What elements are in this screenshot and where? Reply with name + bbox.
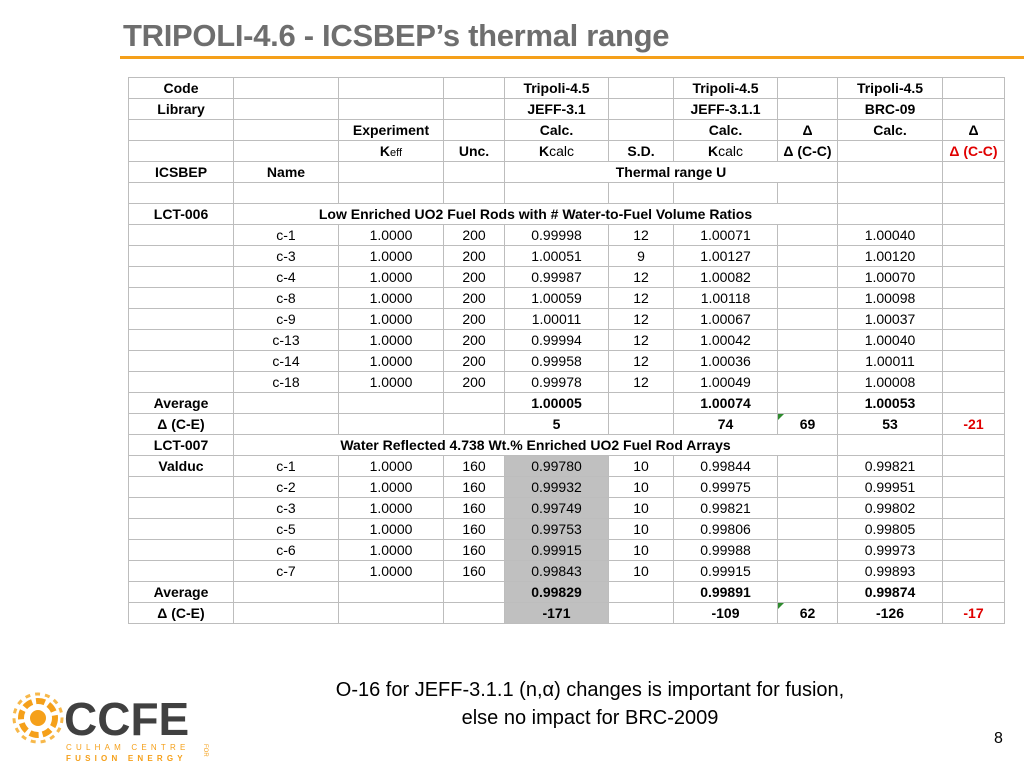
table-cell <box>778 372 838 393</box>
empty-cell <box>234 78 339 99</box>
table-cell <box>129 351 234 372</box>
table-cell: 1.00051 <box>505 246 609 267</box>
empty-cell <box>444 78 505 99</box>
icsbep-label: ICSBEP <box>129 162 234 183</box>
library-label: Library <box>129 99 234 120</box>
table-cell: 10 <box>609 477 674 498</box>
table-cell: 12 <box>609 372 674 393</box>
table-cell: 12 <box>609 330 674 351</box>
table-row <box>129 372 1005 393</box>
table-cell <box>943 435 1005 456</box>
code-label: Code <box>129 78 234 99</box>
table-cell: 160 <box>444 519 505 540</box>
table-cell <box>778 288 838 309</box>
table-cell: 0.99932 <box>505 477 609 498</box>
table-cell <box>609 393 674 414</box>
table-cell <box>129 288 234 309</box>
table-cell: 1.0000 <box>339 372 444 393</box>
unc-header: Unc. <box>444 141 505 162</box>
table-cell: c-6 <box>234 540 339 561</box>
table-row <box>129 477 1005 498</box>
logo-wordmark: CCFE <box>64 693 190 745</box>
table-cell: 160 <box>444 498 505 519</box>
group-title: Water Reflected 4.738 Wt.% Enriched UO2 Fuel Rod Arrays <box>234 435 838 456</box>
table-cell <box>129 498 234 519</box>
experiment-header: Experiment <box>339 120 444 141</box>
table-cell: 200 <box>444 309 505 330</box>
table-cell: 200 <box>444 246 505 267</box>
average-row <box>129 582 1005 603</box>
table-cell <box>943 582 1005 603</box>
table-cell: c-2 <box>234 477 339 498</box>
table-cell: 0.99978 <box>505 372 609 393</box>
group-code: LCT-007 <box>129 435 234 456</box>
table-cell <box>943 225 1005 246</box>
table-cell <box>838 435 943 456</box>
table-cell: 0.99958 <box>505 351 609 372</box>
table-cell: 0.99975 <box>674 477 778 498</box>
table-cell: c-5 <box>234 519 339 540</box>
empty-cell <box>234 120 339 141</box>
table-cell: 1.0000 <box>339 309 444 330</box>
spacer-row <box>129 183 1005 204</box>
footnote <box>240 676 940 732</box>
empty-cell <box>444 162 505 183</box>
table-row <box>129 330 1005 351</box>
table-row <box>129 288 1005 309</box>
footnote-line-1: O-16 for JEFF-3.1.1 (n,α) changes is important for fusion, <box>335 679 845 701</box>
table-cell: 0.99780 <box>505 456 609 477</box>
header-row-code <box>129 78 1005 99</box>
table-cell: 200 <box>444 288 505 309</box>
empty-cell <box>943 78 1005 99</box>
table-cell <box>234 582 339 603</box>
table-cell <box>943 246 1005 267</box>
table-cell: 0.99805 <box>838 519 943 540</box>
table-cell: 200 <box>444 225 505 246</box>
table-cell: 1.0000 <box>339 519 444 540</box>
table-cell <box>943 540 1005 561</box>
empty-cell <box>339 99 444 120</box>
table-cell: 1.00118 <box>674 288 778 309</box>
table-cell: 12 <box>609 351 674 372</box>
header-row-quantity <box>129 141 1005 162</box>
sd-header: S.D. <box>609 141 674 162</box>
empty-cell <box>943 162 1005 183</box>
table-cell: 1.00098 <box>838 288 943 309</box>
logo-subtitle-2: FUSION ENERGY <box>66 754 187 763</box>
table-cell: 0.99994 <box>505 330 609 351</box>
table-cell: 1.00008 <box>838 372 943 393</box>
logo-subtitle-1: CULHAM CENTRE <box>66 743 190 752</box>
empty-cell <box>339 183 444 204</box>
thermal-range-label: Thermal range U <box>505 162 838 183</box>
table-cell: 0.99973 <box>838 540 943 561</box>
delta-cc-value-a: 69 <box>778 414 838 435</box>
delta-row <box>129 414 1005 435</box>
empty-cell <box>129 141 234 162</box>
table-cell: 1.00070 <box>838 267 943 288</box>
table-cell: 1.00071 <box>674 225 778 246</box>
table-cell: 10 <box>609 456 674 477</box>
table-cell: 1.0000 <box>339 456 444 477</box>
table-cell: 0.99843 <box>505 561 609 582</box>
table-cell <box>778 246 838 267</box>
table-row <box>129 561 1005 582</box>
table-cell: 0.99844 <box>674 456 778 477</box>
library-col-2: JEFF-3.1.1 <box>674 99 778 120</box>
delta-cc-value-b: -17 <box>943 603 1005 624</box>
table-row <box>129 225 1005 246</box>
table-cell: 0.99806 <box>674 519 778 540</box>
table-cell <box>778 330 838 351</box>
average-value-2: 0.99891 <box>674 582 778 603</box>
empty-cell <box>778 183 838 204</box>
table-cell <box>444 414 505 435</box>
table-cell: 1.0000 <box>339 225 444 246</box>
empty-cell <box>943 183 1005 204</box>
delta-header-2: Δ <box>943 120 1005 141</box>
table-cell: 0.99821 <box>674 498 778 519</box>
table-cell <box>444 582 505 603</box>
delta-header-1: Δ <box>778 120 838 141</box>
table-cell: 12 <box>609 288 674 309</box>
average-value-3: 0.99874 <box>838 582 943 603</box>
table-cell: 1.0000 <box>339 288 444 309</box>
empty-cell <box>838 141 943 162</box>
table-cell: 10 <box>609 519 674 540</box>
table-cell <box>778 267 838 288</box>
ccfe-logo <box>10 688 210 764</box>
logo-for: FOR <box>202 744 208 757</box>
code-col-2: Tripoli-4.5 <box>674 78 778 99</box>
calc-header-3: Calc. <box>838 120 943 141</box>
delta-value-3: 53 <box>838 414 943 435</box>
table-cell <box>778 351 838 372</box>
empty-cell <box>609 78 674 99</box>
empty-cell <box>609 120 674 141</box>
delta-value-1: -171 <box>505 603 609 624</box>
table-cell: 1.0000 <box>339 540 444 561</box>
table-cell <box>943 498 1005 519</box>
table-cell: 0.99998 <box>505 225 609 246</box>
group-title: Low Enriched UO2 Fuel Rods with # Water-to-Fuel Volume Ratios <box>234 204 838 225</box>
table-cell: 1.00082 <box>674 267 778 288</box>
table-cell: 12 <box>609 267 674 288</box>
footnote-line-2: else no impact for BRC-2009 <box>461 707 719 729</box>
table-cell: 1.00067 <box>674 309 778 330</box>
table-cell: 1.0000 <box>339 498 444 519</box>
table-cell: c-4 <box>234 267 339 288</box>
group-title-row <box>129 435 1005 456</box>
table-cell: 0.99951 <box>838 477 943 498</box>
table-cell: c-3 <box>234 246 339 267</box>
name-label: Name <box>234 162 339 183</box>
empty-cell <box>444 120 505 141</box>
table-cell: c-1 <box>234 225 339 246</box>
average-label: Average <box>129 393 234 414</box>
table-cell: 0.99821 <box>838 456 943 477</box>
table-cell <box>838 204 943 225</box>
table-cell <box>129 246 234 267</box>
table-cell <box>943 477 1005 498</box>
table-cell: 160 <box>444 561 505 582</box>
empty-cell <box>339 78 444 99</box>
table-cell <box>943 372 1005 393</box>
table-cell <box>129 561 234 582</box>
table-cell: 1.0000 <box>339 477 444 498</box>
table-cell: 0.99915 <box>674 561 778 582</box>
table-cell <box>339 414 444 435</box>
table-cell: 1.0000 <box>339 351 444 372</box>
table-cell <box>943 561 1005 582</box>
table-cell: 1.0000 <box>339 561 444 582</box>
average-value-1: 1.00005 <box>505 393 609 414</box>
table-cell <box>778 309 838 330</box>
average-value-3: 1.00053 <box>838 393 943 414</box>
empty-cell <box>339 162 444 183</box>
table-cell: 200 <box>444 330 505 351</box>
table-cell: c-13 <box>234 330 339 351</box>
table-cell: 0.99753 <box>505 519 609 540</box>
table-cell: 1.00040 <box>838 225 943 246</box>
table-cell: 12 <box>609 309 674 330</box>
table-cell: 1.00036 <box>674 351 778 372</box>
table-cell <box>339 393 444 414</box>
table-cell <box>129 267 234 288</box>
empty-cell <box>234 183 339 204</box>
delta-cc-value-b: -21 <box>943 414 1005 435</box>
table-cell <box>778 498 838 519</box>
library-col-3: BRC-09 <box>838 99 943 120</box>
empty-cell <box>444 99 505 120</box>
table-cell: 1.00127 <box>674 246 778 267</box>
table-cell <box>778 582 838 603</box>
title-underline <box>120 56 1024 59</box>
table-cell: 160 <box>444 477 505 498</box>
table-cell <box>778 519 838 540</box>
delta-cc-header-2: Δ (C-C) <box>943 141 1005 162</box>
table-cell <box>943 267 1005 288</box>
table-cell: 0.99893 <box>838 561 943 582</box>
table-cell <box>943 393 1005 414</box>
table-cell <box>943 204 1005 225</box>
empty-cell <box>943 99 1005 120</box>
delta-cc-header-1: Δ (C-C) <box>778 141 838 162</box>
kcalc-header-1: Kcalc <box>505 141 609 162</box>
table-cell: c-3 <box>234 498 339 519</box>
table-cell: 10 <box>609 561 674 582</box>
table-cell: 1.0000 <box>339 246 444 267</box>
empty-cell <box>838 162 943 183</box>
table-cell: c-8 <box>234 288 339 309</box>
table-cell: 160 <box>444 540 505 561</box>
empty-cell <box>129 183 234 204</box>
empty-cell <box>129 120 234 141</box>
table-cell: 1.00011 <box>838 351 943 372</box>
table-cell <box>778 561 838 582</box>
delta-value-2: 74 <box>674 414 778 435</box>
table-cell <box>778 477 838 498</box>
table-cell: 1.00037 <box>838 309 943 330</box>
header-row-library <box>129 99 1005 120</box>
empty-cell <box>234 99 339 120</box>
table-cell: 1.0000 <box>339 330 444 351</box>
table-row <box>129 267 1005 288</box>
header-row-type <box>129 120 1005 141</box>
table-cell <box>778 225 838 246</box>
thermal-range-table <box>128 77 1005 624</box>
table-cell <box>943 309 1005 330</box>
table-cell: 1.0000 <box>339 267 444 288</box>
delta-label: Δ (C-E) <box>129 414 234 435</box>
table-cell: 12 <box>609 225 674 246</box>
table-cell <box>609 414 674 435</box>
table-cell: c-9 <box>234 309 339 330</box>
table-cell <box>129 225 234 246</box>
table-cell: c-14 <box>234 351 339 372</box>
table-cell <box>129 330 234 351</box>
table-cell: 1.00040 <box>838 330 943 351</box>
table-cell <box>234 414 339 435</box>
table-cell <box>943 351 1005 372</box>
table-cell: c-18 <box>234 372 339 393</box>
calc-header-2: Calc. <box>674 120 778 141</box>
table-cell <box>943 330 1005 351</box>
table-cell: 1.00042 <box>674 330 778 351</box>
table-cell <box>444 393 505 414</box>
empty-cell <box>609 183 674 204</box>
table-cell: 9 <box>609 246 674 267</box>
table-cell <box>609 582 674 603</box>
header-row-icsbep <box>129 162 1005 183</box>
empty-cell <box>234 141 339 162</box>
code-col-1: Tripoli-4.5 <box>505 78 609 99</box>
calc-header-1: Calc. <box>505 120 609 141</box>
empty-cell <box>778 99 838 120</box>
table-cell <box>943 288 1005 309</box>
kcalc-header-2: Kcalc <box>674 141 778 162</box>
table-cell: 0.99915 <box>505 540 609 561</box>
table-cell: 1.00049 <box>674 372 778 393</box>
empty-cell <box>674 183 778 204</box>
table-cell <box>778 456 838 477</box>
table-cell: 1.00011 <box>505 309 609 330</box>
table-cell <box>609 603 674 624</box>
delta-label: Δ (C-E) <box>129 603 234 624</box>
table-cell: 10 <box>609 498 674 519</box>
page-number: 8 <box>994 730 1003 747</box>
delta-value-3: -126 <box>838 603 943 624</box>
table-cell <box>339 603 444 624</box>
table-row <box>129 498 1005 519</box>
table-cell: 1.00059 <box>505 288 609 309</box>
table-row <box>129 309 1005 330</box>
library-col-1: JEFF-3.1 <box>505 99 609 120</box>
table-cell <box>129 540 234 561</box>
delta-value-2: -109 <box>674 603 778 624</box>
group-code: LCT-006 <box>129 204 234 225</box>
empty-cell <box>609 99 674 120</box>
table-row <box>129 456 1005 477</box>
empty-cell <box>838 183 943 204</box>
empty-cell <box>505 183 609 204</box>
table-row <box>129 351 1005 372</box>
delta-value-1: 5 <box>505 414 609 435</box>
table-row <box>129 246 1005 267</box>
table-cell: c-1 <box>234 456 339 477</box>
empty-cell <box>778 78 838 99</box>
table-cell <box>778 540 838 561</box>
table-cell: 0.99987 <box>505 267 609 288</box>
average-row <box>129 393 1005 414</box>
table-cell: 160 <box>444 456 505 477</box>
delta-row <box>129 603 1005 624</box>
table-cell <box>943 519 1005 540</box>
slide-title: TRIPOLI-4.6 - ICSBEP’s thermal range <box>123 18 670 53</box>
table-cell <box>339 582 444 603</box>
table-cell <box>234 603 339 624</box>
table-row <box>129 540 1005 561</box>
table-cell: c-7 <box>234 561 339 582</box>
sun-icon <box>14 694 62 742</box>
delta-cc-value-a: 62 <box>778 603 838 624</box>
table-cell <box>943 456 1005 477</box>
group-site: Valduc <box>129 456 234 477</box>
table-cell: 200 <box>444 372 505 393</box>
table-cell: 200 <box>444 267 505 288</box>
average-label: Average <box>129 582 234 603</box>
table-cell: 0.99988 <box>674 540 778 561</box>
table-cell: 0.99749 <box>505 498 609 519</box>
average-value-1: 0.99829 <box>505 582 609 603</box>
keff-header: Keff <box>339 141 444 162</box>
table-cell <box>234 393 339 414</box>
average-value-2: 1.00074 <box>674 393 778 414</box>
table-cell <box>129 519 234 540</box>
table-cell <box>444 603 505 624</box>
table-cell: 10 <box>609 540 674 561</box>
code-col-3: Tripoli-4.5 <box>838 78 943 99</box>
table-cell <box>129 477 234 498</box>
group-title-row <box>129 204 1005 225</box>
table-cell: 0.99802 <box>838 498 943 519</box>
table-cell <box>129 372 234 393</box>
empty-cell <box>444 183 505 204</box>
table-cell <box>129 309 234 330</box>
table-row <box>129 519 1005 540</box>
table-cell: 200 <box>444 351 505 372</box>
table-cell <box>778 393 838 414</box>
table-cell: 1.00120 <box>838 246 943 267</box>
